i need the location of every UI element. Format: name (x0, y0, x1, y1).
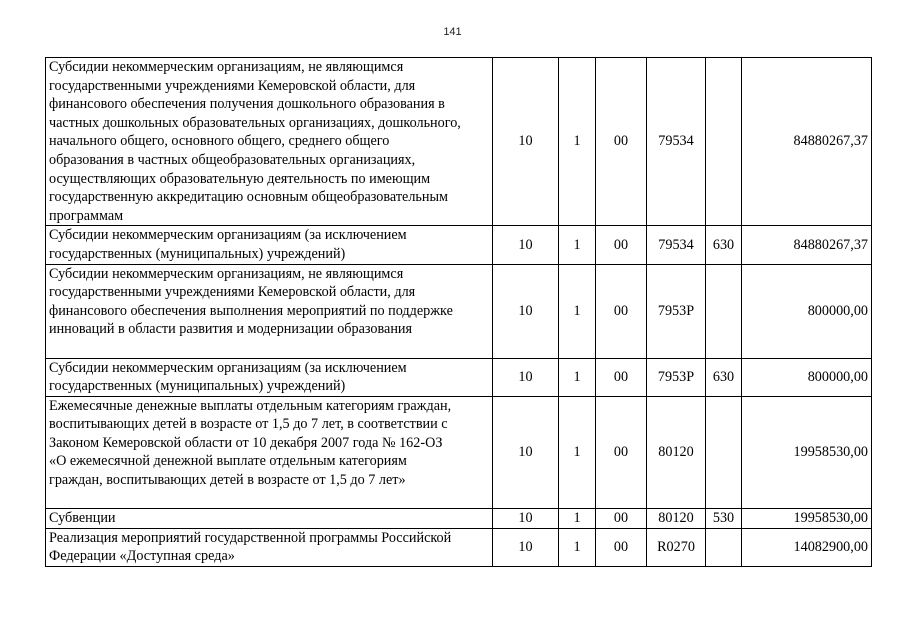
table-row (46, 509, 872, 529)
cell-expense-type (706, 528, 742, 566)
description-line: «О ежемесячной денежной выплате отдельным категориям (49, 453, 407, 470)
cell-program: 00 (596, 58, 647, 226)
description-line: Субвенции (49, 510, 116, 527)
cell-code: 80120 (647, 509, 706, 529)
description-line: частных дошкольных образовательных организациях, дошкольного, (49, 114, 461, 131)
cell-amount: 84880267,37 (742, 58, 872, 226)
cell-subsection: 1 (559, 58, 596, 226)
cell-amount: 800000,00 (742, 358, 872, 396)
cell-section: 10 (493, 226, 559, 264)
description-line: государственных (муниципальных) учреждений) (49, 245, 346, 262)
row-description (46, 58, 493, 226)
description-line: программам (49, 207, 124, 224)
cell-expense-type (706, 264, 742, 358)
cell-code: 7953P (647, 264, 706, 358)
description-line: Субсидии некоммерческим организациям, не являющимся (49, 265, 404, 282)
cell-expense-type: 530 (706, 509, 742, 529)
budget-table (45, 57, 872, 567)
description-line: Федерации «Доступная среда» (49, 548, 235, 565)
cell-program: 00 (596, 509, 647, 529)
table-row (46, 226, 872, 264)
page-number: 141 (443, 26, 462, 38)
cell-program: 00 (596, 264, 647, 358)
row-description (46, 396, 493, 509)
cell-expense-type (706, 58, 742, 226)
description-line: финансового обеспечения получения дошкольного образования в (49, 96, 445, 113)
cell-expense-type: 630 (706, 226, 742, 264)
cell-subsection: 1 (559, 226, 596, 264)
cell-amount: 19958530,00 (742, 396, 872, 509)
description-line: государственную аккредитацию основным общеобразовательным (49, 189, 448, 206)
description-line (49, 490, 489, 509)
cell-section: 10 (493, 58, 559, 226)
description-line: финансового обеспечения выполнения мероприятий по поддержке (49, 302, 453, 319)
cell-section: 10 (493, 396, 559, 509)
table-row (46, 58, 872, 226)
table-row (46, 396, 872, 509)
table-row (46, 264, 872, 358)
description-line: образования в частных общеобразовательных организациях, (49, 151, 416, 168)
cell-subsection: 1 (559, 509, 596, 529)
description-line: Законом Кемеровской области от 10 декабря 2007 года № 162-ОЗ (49, 434, 443, 451)
cell-code: R0270 (647, 528, 706, 566)
description-line (49, 339, 489, 358)
cell-section: 10 (493, 264, 559, 358)
description-line: государственных (муниципальных) учреждений) (49, 378, 346, 395)
cell-section: 10 (493, 509, 559, 529)
row-description (46, 528, 493, 566)
cell-amount: 14082900,00 (742, 528, 872, 566)
description-line: граждан, воспитывающих детей в возрасте от 1,5 до 7 лет» (49, 472, 406, 489)
cell-code: 79534 (647, 58, 706, 226)
description-line: государственными учреждениями Кемеровской области, для (49, 284, 416, 301)
cell-amount: 19958530,00 (742, 509, 872, 529)
description-line: Ежемесячные денежные выплаты отдельным категориям граждан, (49, 397, 452, 414)
description-line: Субсидии некоммерческим организациям, не являющимся (49, 59, 404, 75)
row-description (46, 264, 493, 358)
cell-code: 79534 (647, 226, 706, 264)
description-line: Реализация мероприятий государственной программы Российской (49, 529, 452, 546)
description-line: государственными учреждениями Кемеровской области, для (49, 77, 416, 94)
cell-program: 00 (596, 396, 647, 509)
cell-program: 00 (596, 226, 647, 264)
row-description (46, 509, 493, 529)
row-description (46, 358, 493, 396)
cell-section: 10 (493, 528, 559, 566)
cell-program: 00 (596, 528, 647, 566)
cell-subsection: 1 (559, 264, 596, 358)
cell-expense-type: 630 (706, 358, 742, 396)
table-row (46, 358, 872, 396)
cell-program: 00 (596, 358, 647, 396)
description-line: Субсидии некоммерческим организациям (за исключением (49, 227, 407, 244)
cell-code: 7953P (647, 358, 706, 396)
description-line: осуществляющих образовательную деятельность по имеющим (49, 170, 431, 187)
cell-code: 80120 (647, 396, 706, 509)
cell-amount: 800000,00 (742, 264, 872, 358)
row-description (46, 226, 493, 264)
cell-amount: 84880267,37 (742, 226, 872, 264)
description-line: Субсидии некоммерческим организациям (за исключением (49, 359, 407, 376)
table-row (46, 528, 872, 566)
description-line: начального общего, основного общего, среднего общего (49, 133, 390, 150)
description-line: инноваций в области развития и модернизации образования (49, 321, 413, 338)
description-line: воспитывающих детей в возрасте от 1,5 до 7 лет, в соответствии с (49, 416, 448, 433)
cell-subsection: 1 (559, 528, 596, 566)
cell-subsection: 1 (559, 358, 596, 396)
cell-expense-type (706, 396, 742, 509)
cell-subsection: 1 (559, 396, 596, 509)
cell-section: 10 (493, 358, 559, 396)
